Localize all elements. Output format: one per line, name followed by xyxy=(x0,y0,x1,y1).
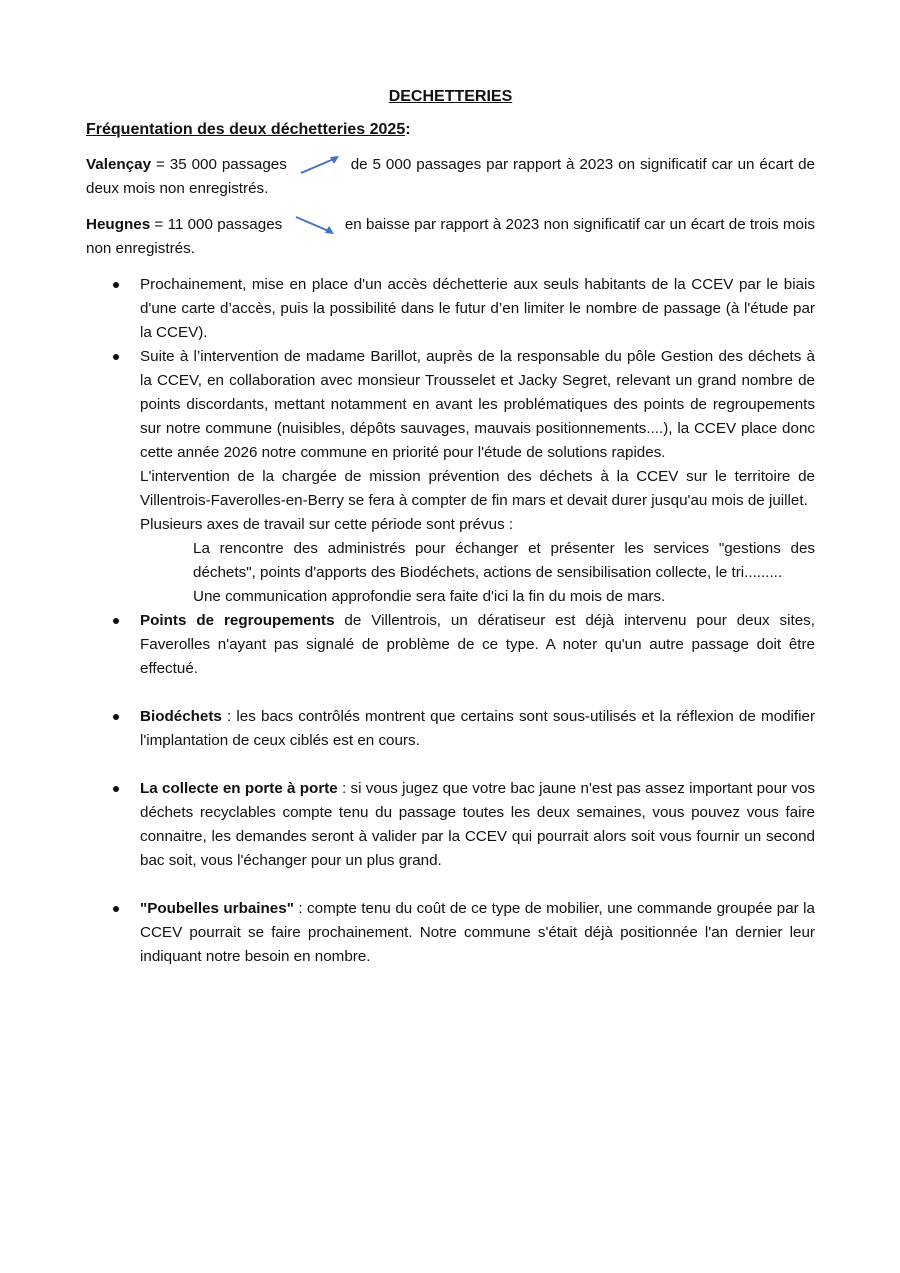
bullet-item-intervention xyxy=(86,345,815,609)
bullet-icon xyxy=(113,618,119,624)
stat-valencay xyxy=(86,153,815,201)
stat-detail: de 5 000 passages par rapport à 2023 on significatif car un écart de deux mois non enregistrés. xyxy=(86,156,815,197)
bullet-lead: Biodéchets xyxy=(140,708,222,725)
stat-site-name: Heugnes xyxy=(86,216,151,233)
bullet-item-poubelles xyxy=(86,897,815,969)
bullet-text: : les bacs contrôlés montrent que certains sont sous-utilisés et la réflexion de modifier l'implantation de ceux ciblés est en cours. xyxy=(140,708,815,749)
indented-paragraph-1: La rencontre des administrés pour échanger et présenter les services "gestions des déchets", points d'apports des Biodéchets, actions de sensibilisation collecte, le tri......... xyxy=(193,540,815,581)
bullet-icon xyxy=(113,786,119,792)
bullet-list xyxy=(86,273,815,969)
stat-site-name: Valençay xyxy=(86,156,152,173)
bullet-paragraph-2: L'intervention de la chargée de mission prévention des déchets à la CCEV sur le territoire de Villentrois-Faverolles-en-Berry se fera à compter de fin mars et devait durer jusqu'au mois de juillet. xyxy=(140,468,815,509)
stat-count: = 11 000 passages xyxy=(150,216,283,233)
arrow-up-right-icon xyxy=(298,154,342,176)
bullet-text: de Villentrois, un dératiseur est déjà intervenu pour deux sites, Faverolles n'ayant pas signalé de problème de ce type. A noter qu'un autre passage doit être effectué. xyxy=(140,612,815,677)
bullet-icon xyxy=(113,282,119,288)
stat-heugnes xyxy=(86,213,815,261)
bullet-item-collecte xyxy=(86,777,815,873)
subtitle-suffix: : xyxy=(405,121,411,138)
document-page xyxy=(86,86,815,969)
stat-detail: en baisse par rapport à 2023 non significatif car un écart de trois mois non enregistrés. xyxy=(86,216,815,257)
stat-count: = 35 000 passages xyxy=(151,156,287,173)
section-subtitle xyxy=(86,119,815,141)
bullet-icon xyxy=(113,906,119,912)
subtitle-text: Fréquentation des deux déchetteries 2025 xyxy=(86,121,406,138)
bullet-lead: Points de regroupements xyxy=(140,612,335,629)
bullet-paragraph-3: Plusieurs axes de travail sur cette période sont prévus : xyxy=(140,516,514,533)
bullet-icon xyxy=(113,354,119,360)
bullet-text: : compte tenu du coût de ce type de mobilier, une commande groupée par la CCEV pourrait se faire prochainement. Notre commune s'était déjà positionnée l'an dernier leur indiquant notre besoin en nombre. xyxy=(140,900,815,965)
bullet-text: : si vous jugez que votre bac jaune n'est pas assez important pour vos déchets recyclables compte tenu du passage toutes les deux semaines, vous pouvez vous faire connaitre, les demandes seront à valider par la CCEV qui pourrait alors soit vous fournir un second bac soit, vous l'échanger pour un plus grand. xyxy=(140,780,815,869)
indented-paragraph-2: Une communication approfondie sera faite d'ici la fin du mois de mars. xyxy=(193,588,666,605)
bullet-text: Suite à l’intervention de madame Barillot, auprès de la responsable du pôle Gestion des déchets à la CCEV, en collaboration avec monsieur Trousselet et Jacky Segret, relevant un grand nombre de points discordants, mettant notamment en avant les problématiques des points de regroupements sur notre commune (nuisibles, dépôts sauvages, mauvais positionnements....), la CCEV place donc cette année 2026 notre commune en priorité pour l'étude de solutions rapides. xyxy=(140,348,815,461)
bullet-item-points-regroupement xyxy=(86,609,815,681)
page-title: DECHETTERIES xyxy=(388,88,513,105)
bullet-lead: La collecte en porte à porte xyxy=(140,780,338,797)
arrow-down-right-icon xyxy=(293,214,337,236)
bullet-item-carte-acces xyxy=(86,273,815,345)
bullet-icon xyxy=(113,714,119,720)
bullet-lead: "Poubelles urbaines" xyxy=(140,900,294,917)
bullet-text: Prochainement, mise en place d'un accès déchetterie aux seuls habitants de la CCEV par le biais d'une carte d’accès, puis la possibilité dans le futur d’en limiter le nombre de passage (à l'étude par la CCEV). xyxy=(140,276,815,341)
bullet-item-biodechets xyxy=(86,705,815,753)
